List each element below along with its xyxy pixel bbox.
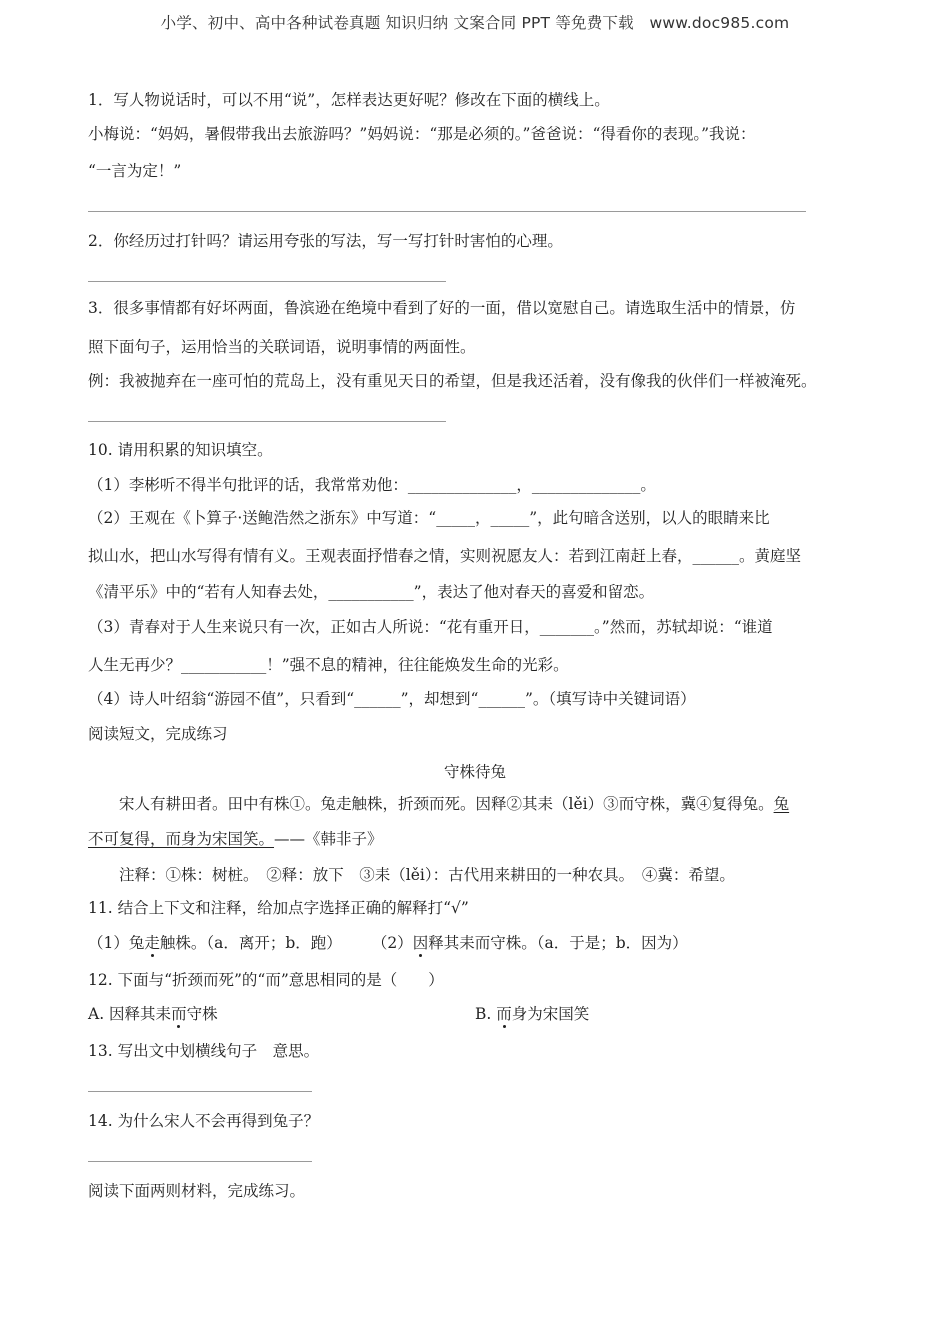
q11-part2-pre: （2） — [371, 934, 413, 952]
q11-part2-post: 释其耒而守株。（a．于是；b．因为） — [428, 934, 688, 952]
q11-part2-dotted-char: 因 — [412, 934, 429, 952]
passage-text: 宋人有耕田者。田中有株①。兔走触株，折颈而死。因释②其耒（lěi）③而守株，冀④复得兔。 — [119, 795, 774, 813]
q13-answer-line[interactable] — [88, 1091, 312, 1092]
q3-answer-line[interactable] — [88, 421, 446, 422]
q1-answer-line[interactable] — [88, 211, 806, 212]
q1-text-line1: 小梅说：“妈妈，暑假带我出去旅游吗？”妈妈说：“那是必须的。”爸爸说：“得看你的表现。”我说： — [88, 125, 756, 143]
q12-prompt: 12. 下面与“折颈而死”的“而”意思相同的是（ ） — [88, 971, 444, 989]
q10-item3-line1: （3）青春对于人生来说只有一次，正如古人所说：“花有重开日，_______。”然而，苏轼却说：“谁道 — [88, 618, 773, 636]
q12-b-post: 身为宋国笑 — [511, 1005, 590, 1023]
q12-b-pre: B. — [475, 1005, 497, 1023]
passage-notes: 注释：①株：树桩。 ②释：放下 ③耒（lěi）：古代用来耕田的一种农具。 ④冀：希望。 — [119, 866, 735, 884]
passage-source: ——《韩非子》 — [274, 830, 383, 848]
q10-item4: （4）诗人叶绍翁“游园不值”，只看到“______”，却想到“______”。（填写诗中关键词语） — [88, 690, 696, 708]
q12-option-a[interactable] — [88, 1004, 218, 1024]
q12-a-dotted-char: 而 — [171, 1005, 187, 1023]
closing-instruction: 阅读下面两则材料，完成练习。 — [88, 1182, 306, 1200]
passage-line2 — [88, 829, 383, 849]
q3-prompt-line2: 照下面句子，运用恰当的关联词语，说明事情的两面性。 — [88, 338, 476, 356]
q1-text-line2: “一言为定！” — [88, 162, 182, 180]
q3-example: 例：我被抛弃在一座可怕的荒岛上，没有重见天日的希望，但是我还活着，没有像我的伙伴们一样被淹死。 — [88, 372, 817, 390]
q1-prompt: 1．写人物说话时，可以不用“说”，怎样表达更好呢？修改在下面的横线上。 — [88, 91, 610, 109]
q10-item3-line-intro: 《清平乐》中的“若有人知春去处，___________”，表达了他对春天的喜爱和留恋。 — [88, 583, 655, 601]
passage-title: 守株待兔 — [443, 763, 506, 781]
q11-part1-pre: （1）兔 — [88, 934, 145, 952]
q11-prompt: 11. 结合上下文和注释，给加点字选择正确的解释打“√” — [88, 899, 469, 917]
q10-item2-line2: 拟山水，把山水写得有情有义。王观表面抒惜春之情，实则祝愿友人：若到江南赶上春，______。黄庭坚 — [88, 547, 802, 565]
q11-options — [88, 933, 688, 953]
q14-prompt: 14. 为什么宋人不会再得到兔子？ — [88, 1112, 320, 1130]
q3-prompt-line1: 3．很多事情都有好坏两面，鲁滨逊在绝境中看到了好的一面，借以宽慰自己。请选取生活中的情景，仿 — [88, 299, 796, 317]
passage-underlined-start: 兔 — [773, 795, 790, 813]
reading-intro: 阅读短文，完成练习 — [88, 725, 228, 743]
q2-answer-line[interactable] — [88, 281, 446, 282]
q12-a-pre: A. 因释其耒 — [88, 1005, 172, 1023]
q10-item2-line1: （2）王观在《卜算子·送鲍浩然之浙东》中写道：“_____，_____”，此句暗含送别，以人的眼睛来比 — [88, 509, 770, 527]
q13-prompt: 13. 写出文中划横线句子 意思。 — [88, 1042, 320, 1060]
q10-item3-line2: 人生无再少？___________！”强不息的精神，往往能焕发生命的光彩。 — [88, 656, 569, 674]
q12-option-b[interactable] — [475, 1004, 589, 1024]
passage-underlined-sentence: 不可复得，而身为宋国笑。 — [88, 830, 275, 848]
q10-item1: （1）李彬听不得半句批评的话，我常常劝他：______________，______________。 — [88, 476, 656, 494]
q2-prompt: 2．你经历过打针吗？请运用夸张的写法，写一写打针时害怕的心理。 — [88, 232, 563, 250]
passage-line1 — [119, 794, 789, 814]
q11-part1-dotted-char: 走 — [144, 934, 160, 952]
q12-a-post: 守株 — [186, 1005, 218, 1023]
q14-answer-line[interactable] — [88, 1161, 312, 1162]
page-header: 小学、初中、高中各种试卷真题 知识归纳 文案合同 PPT 等免费下载 www.doc985.com — [160, 14, 790, 32]
q11-part1-post: 触株。（a．离开；b．跑） — [159, 934, 342, 952]
q10-prompt: 10. 请用积累的知识填空。 — [88, 441, 273, 459]
q12-b-dotted-char: 而 — [496, 1005, 512, 1023]
